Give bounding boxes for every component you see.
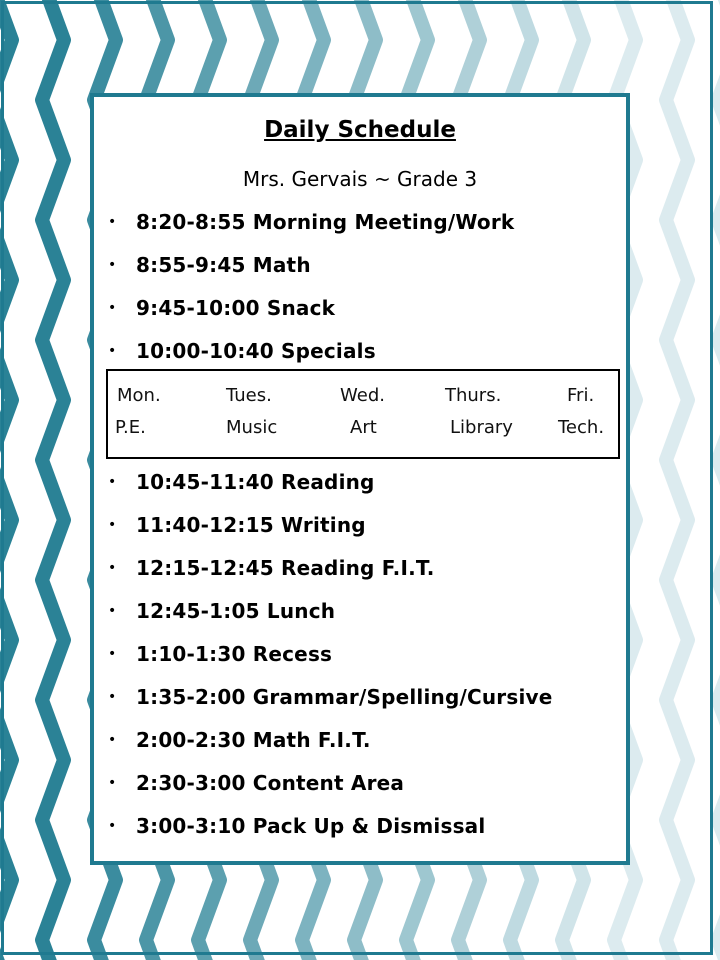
bullet: • (108, 732, 117, 748)
specials-day: Thurs. (445, 385, 502, 406)
specials-table (106, 369, 620, 459)
schedule-item-text: 10:00-10:40 Specials (136, 339, 376, 363)
specials-activity: Library (450, 417, 513, 438)
bullet: • (108, 775, 117, 791)
bullet: • (108, 646, 117, 662)
specials-day: Fri. (567, 385, 595, 406)
specials-activity: Art (350, 417, 377, 438)
bullet: • (108, 474, 117, 490)
schedule-item-text: 8:55-9:45 Math (136, 253, 311, 277)
specials-day: Tues. (226, 385, 272, 406)
teacher-grade-subtitle: Mrs. Gervais ~ Grade 3 (242, 167, 478, 191)
schedule-item-text: 8:20-8:55 Morning Meeting/Work (136, 210, 515, 234)
bullet: • (108, 818, 117, 834)
bullet: • (108, 343, 117, 359)
schedule-item-text: 12:45-1:05 Lunch (136, 599, 336, 623)
bullet: • (108, 603, 117, 619)
bullet: • (108, 517, 117, 533)
page-title: Daily Schedule (264, 117, 456, 143)
schedule-item-text: 12:15-12:45 Reading F.I.T. (136, 556, 435, 580)
bullet: • (108, 257, 117, 273)
schedule-item-text: 1:35-2:00 Grammar/Spelling/Cursive (136, 685, 553, 709)
schedule-item-text: 9:45-10:00 Snack (136, 296, 336, 320)
bullet: • (108, 689, 117, 705)
schedule-item-text: 1:10-1:30 Recess (136, 642, 333, 666)
schedule-item-text: 10:45-11:40 Reading (136, 470, 375, 494)
specials-activity: Tech. (558, 417, 605, 438)
specials-day: Mon. (117, 385, 161, 406)
specials-activity: P.E. (115, 417, 146, 438)
specials-activity: Music (226, 417, 278, 438)
schedule-item-text: 11:40-12:15 Writing (136, 513, 366, 537)
schedule-item-text: 2:30-3:00 Content Area (136, 771, 405, 795)
schedule-card (90, 93, 630, 865)
specials-day: Wed. (340, 385, 385, 406)
bullet: • (108, 300, 117, 316)
schedule-item-text: 2:00-2:30 Math F.I.T. (136, 728, 371, 752)
schedule-item-text: 3:00-3:10 Pack Up & Dismissal (136, 814, 486, 838)
bullet: • (108, 214, 117, 230)
bullet: • (108, 560, 117, 576)
